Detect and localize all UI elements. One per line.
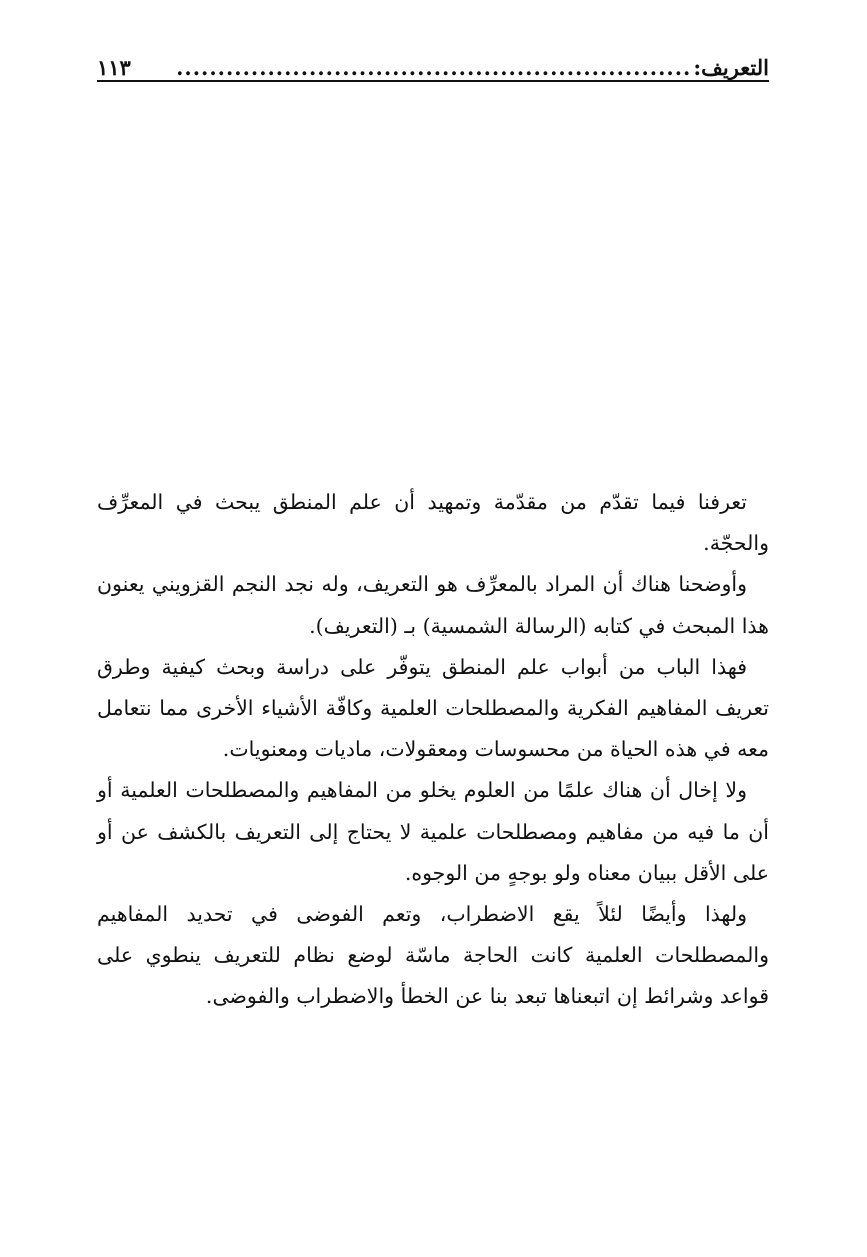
page-number: ١١٣ — [97, 55, 131, 80]
body-text — [97, 482, 769, 1018]
paragraph: ولهذا وأيضًا لئلاً يقع الاضطراب، وتعم الفوضى في تحديد المفاهيم والمصطلحات العلمية كانت الحاجة ماسّة لوضع نظام للتعريف ينطوي على قواعد وشرائط إن اتبعناها تبعد بنا عن الخطأ والاضطراب والفوضى. — [97, 902, 769, 1009]
paragraph: فهذا الباب من أبواب علم المنطق يتوفّر على دراسة وبحث كيفية وطرق تعريف المفاهيم الفكرية والمصطلحات العلمية وكافّة الأشياء الأخرى مما نتعامل معه في هذه الحياة من محسوسات ومعقولات، ماديات ومعنويات. — [97, 654, 769, 762]
paragraph: ولا إخال أن هناك علمًا من العلوم يخلو من المفاهيم والمصطلحات العلمية أو أن ما فيه من مفاهيم ومصطلحات علمية لا يحتاج إلى التعريف بالكشف عن أو على الأقل ببيان معناه ولو بوجهٍ من الوجوه. — [97, 778, 769, 885]
chapter-title: التعريف: — [693, 55, 769, 80]
paragraph: تعرفنا فيما تقدّم من مقدّمة وتمهيد أن علم المنطق يبحث في المعرِّف والحجّة. — [97, 490, 769, 556]
header-rule — [97, 80, 769, 82]
leader-dots: .............................................................. — [176, 55, 692, 80]
paragraph: وأوضحنا هناك أن المراد بالمعرِّف هو التعريف، وله نجد النجم القزويني يعنون هذا المبحث في كتابه (الرسالة الشمسية) بـ (التعريف). — [97, 572, 769, 638]
running-header — [97, 38, 769, 80]
